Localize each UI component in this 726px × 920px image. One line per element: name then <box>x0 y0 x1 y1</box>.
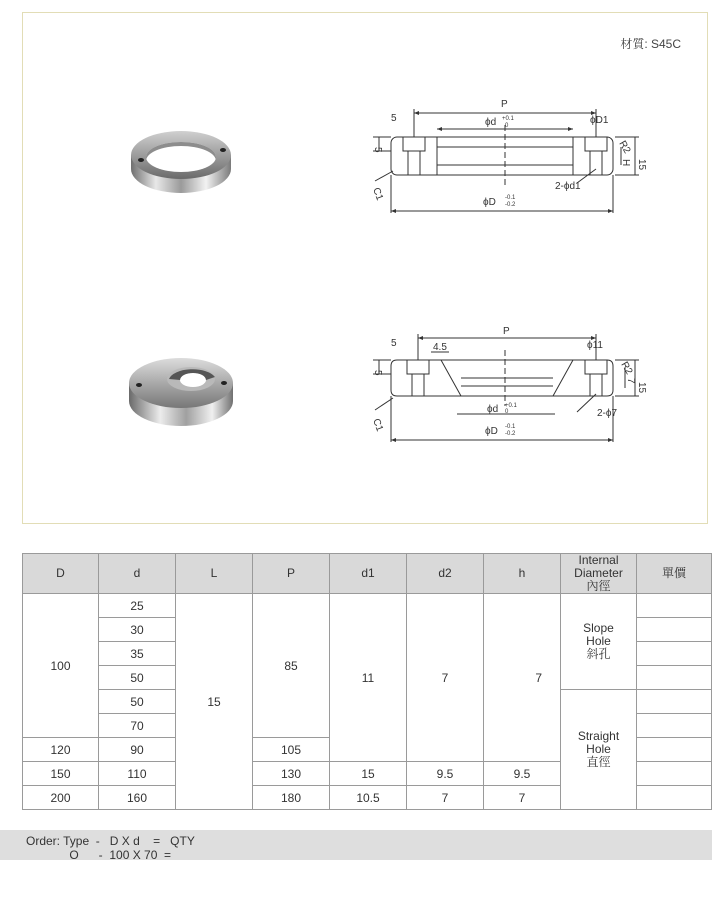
straight-line3: 直徑 <box>586 755 611 769</box>
straight-line1: Straight <box>577 729 620 743</box>
header-internal-line2: Diameter <box>574 566 623 580</box>
header-P: P <box>253 554 330 594</box>
dim-C1: C1 <box>370 186 385 203</box>
dim-7: 7 <box>625 378 636 384</box>
cell-h-150: 9.5 <box>484 762 561 786</box>
cell-straight-hole <box>561 690 637 810</box>
cell-d: 25 <box>99 594 176 618</box>
dim-P: P <box>503 326 510 337</box>
cell-d2-main: 7 <box>407 594 484 762</box>
cell-h-200: 7 <box>484 786 561 810</box>
dim-H: H <box>620 159 631 167</box>
dim-phi-d-tol-low: 0 <box>505 123 509 129</box>
cell-price[interactable] <box>637 618 712 642</box>
cell-D-100: 100 <box>23 594 99 738</box>
cell-d2-150: 9.5 <box>407 762 484 786</box>
cell-d: 50 <box>99 690 176 714</box>
dim-5-side: 5 <box>372 147 383 153</box>
slope-line3: 斜孔 <box>586 647 611 661</box>
cell-d1-150: 15 <box>330 762 407 786</box>
header-internal-diameter <box>561 554 637 594</box>
drawing-frame <box>22 12 708 524</box>
cell-P-180: 180 <box>253 786 330 810</box>
order-line-2: O - 100 X 70 = <box>26 848 172 862</box>
cell-d: 160 <box>99 786 176 810</box>
dim-phi-d: ϕd <box>485 117 497 128</box>
cell-slope-hole <box>561 594 637 690</box>
header-L: L <box>176 554 253 594</box>
cell-d: 70 <box>99 714 176 738</box>
dim-15: 15 <box>636 159 647 171</box>
dim-phi-D-tol-low: -0.2 <box>505 431 516 437</box>
order-line-1: Order: Type - D X d = QTY <box>26 834 195 848</box>
dim-phi-D-tol-up: -0.1 <box>505 424 516 430</box>
dim-phi-D: ϕD <box>483 197 496 208</box>
cell-d: 110 <box>99 762 176 786</box>
cell-D-200: 200 <box>23 786 99 810</box>
header-internal-line3: 內徑 <box>586 579 611 593</box>
cell-h-main: 7 <box>484 594 561 762</box>
cell-price[interactable] <box>637 738 712 762</box>
dim-R2: R2 <box>616 139 633 156</box>
dim-C1: C1 <box>370 417 385 434</box>
dim-5-top: 5 <box>391 338 397 349</box>
header-d: d <box>99 554 176 594</box>
technical-drawing-top <box>345 85 645 215</box>
product-photo-ring <box>111 113 251 201</box>
cell-D-150: 150 <box>23 762 99 786</box>
header-internal-line1: Internal <box>578 553 619 567</box>
header-h: h <box>484 554 561 594</box>
dim-phi-d-tol-low: 0 <box>505 409 509 415</box>
dim-hole: 2-ϕd1 <box>555 181 581 192</box>
cell-d1-200: 10.5 <box>330 786 407 810</box>
table-row <box>23 594 712 618</box>
cell-price[interactable] <box>637 690 712 714</box>
cell-d: 35 <box>99 642 176 666</box>
cell-price[interactable] <box>637 786 712 810</box>
dim-hole: 2-ϕ7 <box>597 408 618 419</box>
table-header-row <box>23 554 712 594</box>
cell-price[interactable] <box>637 594 712 618</box>
product-photo-countersunk <box>111 343 251 433</box>
cell-P-130: 130 <box>253 762 330 786</box>
material-label: 材質: S45C <box>620 37 681 51</box>
dim-5-top: 5 <box>391 113 397 124</box>
dim-phi-D1: ϕD1 <box>590 115 609 126</box>
spec-table <box>22 553 712 810</box>
cell-d: 90 <box>99 738 176 762</box>
dim-5-side: 5 <box>372 370 383 376</box>
header-d2: d2 <box>407 554 484 594</box>
header-d1: d1 <box>330 554 407 594</box>
technical-drawing-bottom <box>345 316 645 446</box>
cell-d: 50 <box>99 666 176 690</box>
dim-phi-d-tol-up: +0.1 <box>505 403 517 409</box>
dim-phi-D-tol-low: -0.2 <box>505 202 516 208</box>
dim-P: P <box>501 99 508 110</box>
cell-d1-main: 11 <box>330 594 407 762</box>
cell-d2-200: 7 <box>407 786 484 810</box>
header-D: D <box>23 554 99 594</box>
cell-P-85: 85 <box>253 594 330 738</box>
dim-15: 15 <box>636 382 647 394</box>
header-price: 單價 <box>637 554 712 594</box>
dim-phi-d-tol-up: +0.1 <box>502 116 514 122</box>
cell-D-120: 120 <box>23 738 99 762</box>
dim-R2: R2 <box>618 360 635 377</box>
straight-line2: Hole <box>586 742 611 756</box>
cell-L: 15 <box>176 594 253 810</box>
cell-P-105: 105 <box>253 738 330 762</box>
dim-phi-D-tol-up: -0.1 <box>505 195 516 201</box>
dim-phi-d: ϕd <box>487 404 499 415</box>
slope-line1: Slope <box>583 621 614 635</box>
dim-4-5: 4.5 <box>433 342 447 353</box>
cell-price[interactable] <box>637 762 712 786</box>
cell-price[interactable] <box>637 666 712 690</box>
dim-phi-D: ϕD <box>485 426 498 437</box>
cell-d: 30 <box>99 618 176 642</box>
slope-line2: Hole <box>586 634 611 648</box>
dim-phi-11: ϕ11 <box>587 340 603 351</box>
cell-price[interactable] <box>637 642 712 666</box>
cell-price[interactable] <box>637 714 712 738</box>
